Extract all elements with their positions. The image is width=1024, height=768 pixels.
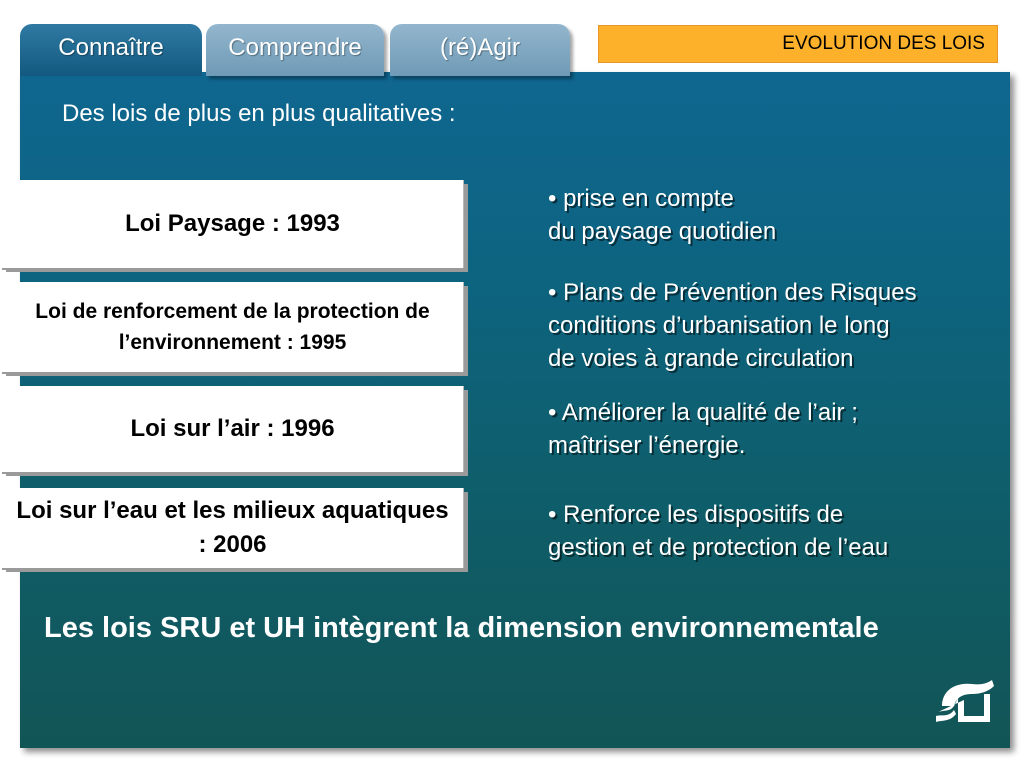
bullet-air: [548, 396, 858, 462]
bullet-eau: [548, 498, 888, 564]
page-title: EVOLUTION DES LOIS: [598, 25, 998, 63]
bullet-line: • Améliorer la qualité de l’air ;: [548, 399, 858, 426]
bullet-line: gestion et de protection de l’eau: [548, 534, 889, 561]
bullet-line: de voies à grande circulation: [548, 345, 854, 372]
bullet-line: conditions d’urbanisation le long: [548, 312, 890, 339]
law-box-eau: Loi sur l’eau et les milieux aquatiques : 2006: [2, 488, 464, 568]
bullet-paysage: [548, 182, 776, 248]
bullet-line: du paysage quotidien: [548, 218, 777, 245]
law-box-paysage: Loi Paysage : 1993: [2, 180, 464, 268]
tab-comprendre[interactable]: Comprendre: [206, 24, 384, 76]
bullet-line: • Renforce les dispositifs de: [548, 501, 844, 528]
law-box-environnement: Loi de renforcement de la protection de l’environnement : 1995: [2, 282, 464, 372]
bullet-risques: [548, 276, 917, 375]
cursive-f-logo-icon: [934, 676, 996, 726]
tab-connaitre[interactable]: Connaître: [20, 24, 202, 76]
bullet-line: • Plans de Prévention des Risques: [548, 279, 917, 306]
law-box-air: Loi sur l’air : 1996: [2, 386, 464, 472]
conclusion-text: Les lois SRU et UH intègrent la dimension environnementale: [44, 612, 879, 644]
tab-reagir[interactable]: (ré)Agir: [390, 24, 570, 76]
bullet-line: maîtriser l’énergie.: [548, 432, 746, 459]
bullet-line: • prise en compte: [548, 185, 734, 212]
section-subtitle: Des lois de plus en plus qualitatives :: [62, 100, 456, 127]
